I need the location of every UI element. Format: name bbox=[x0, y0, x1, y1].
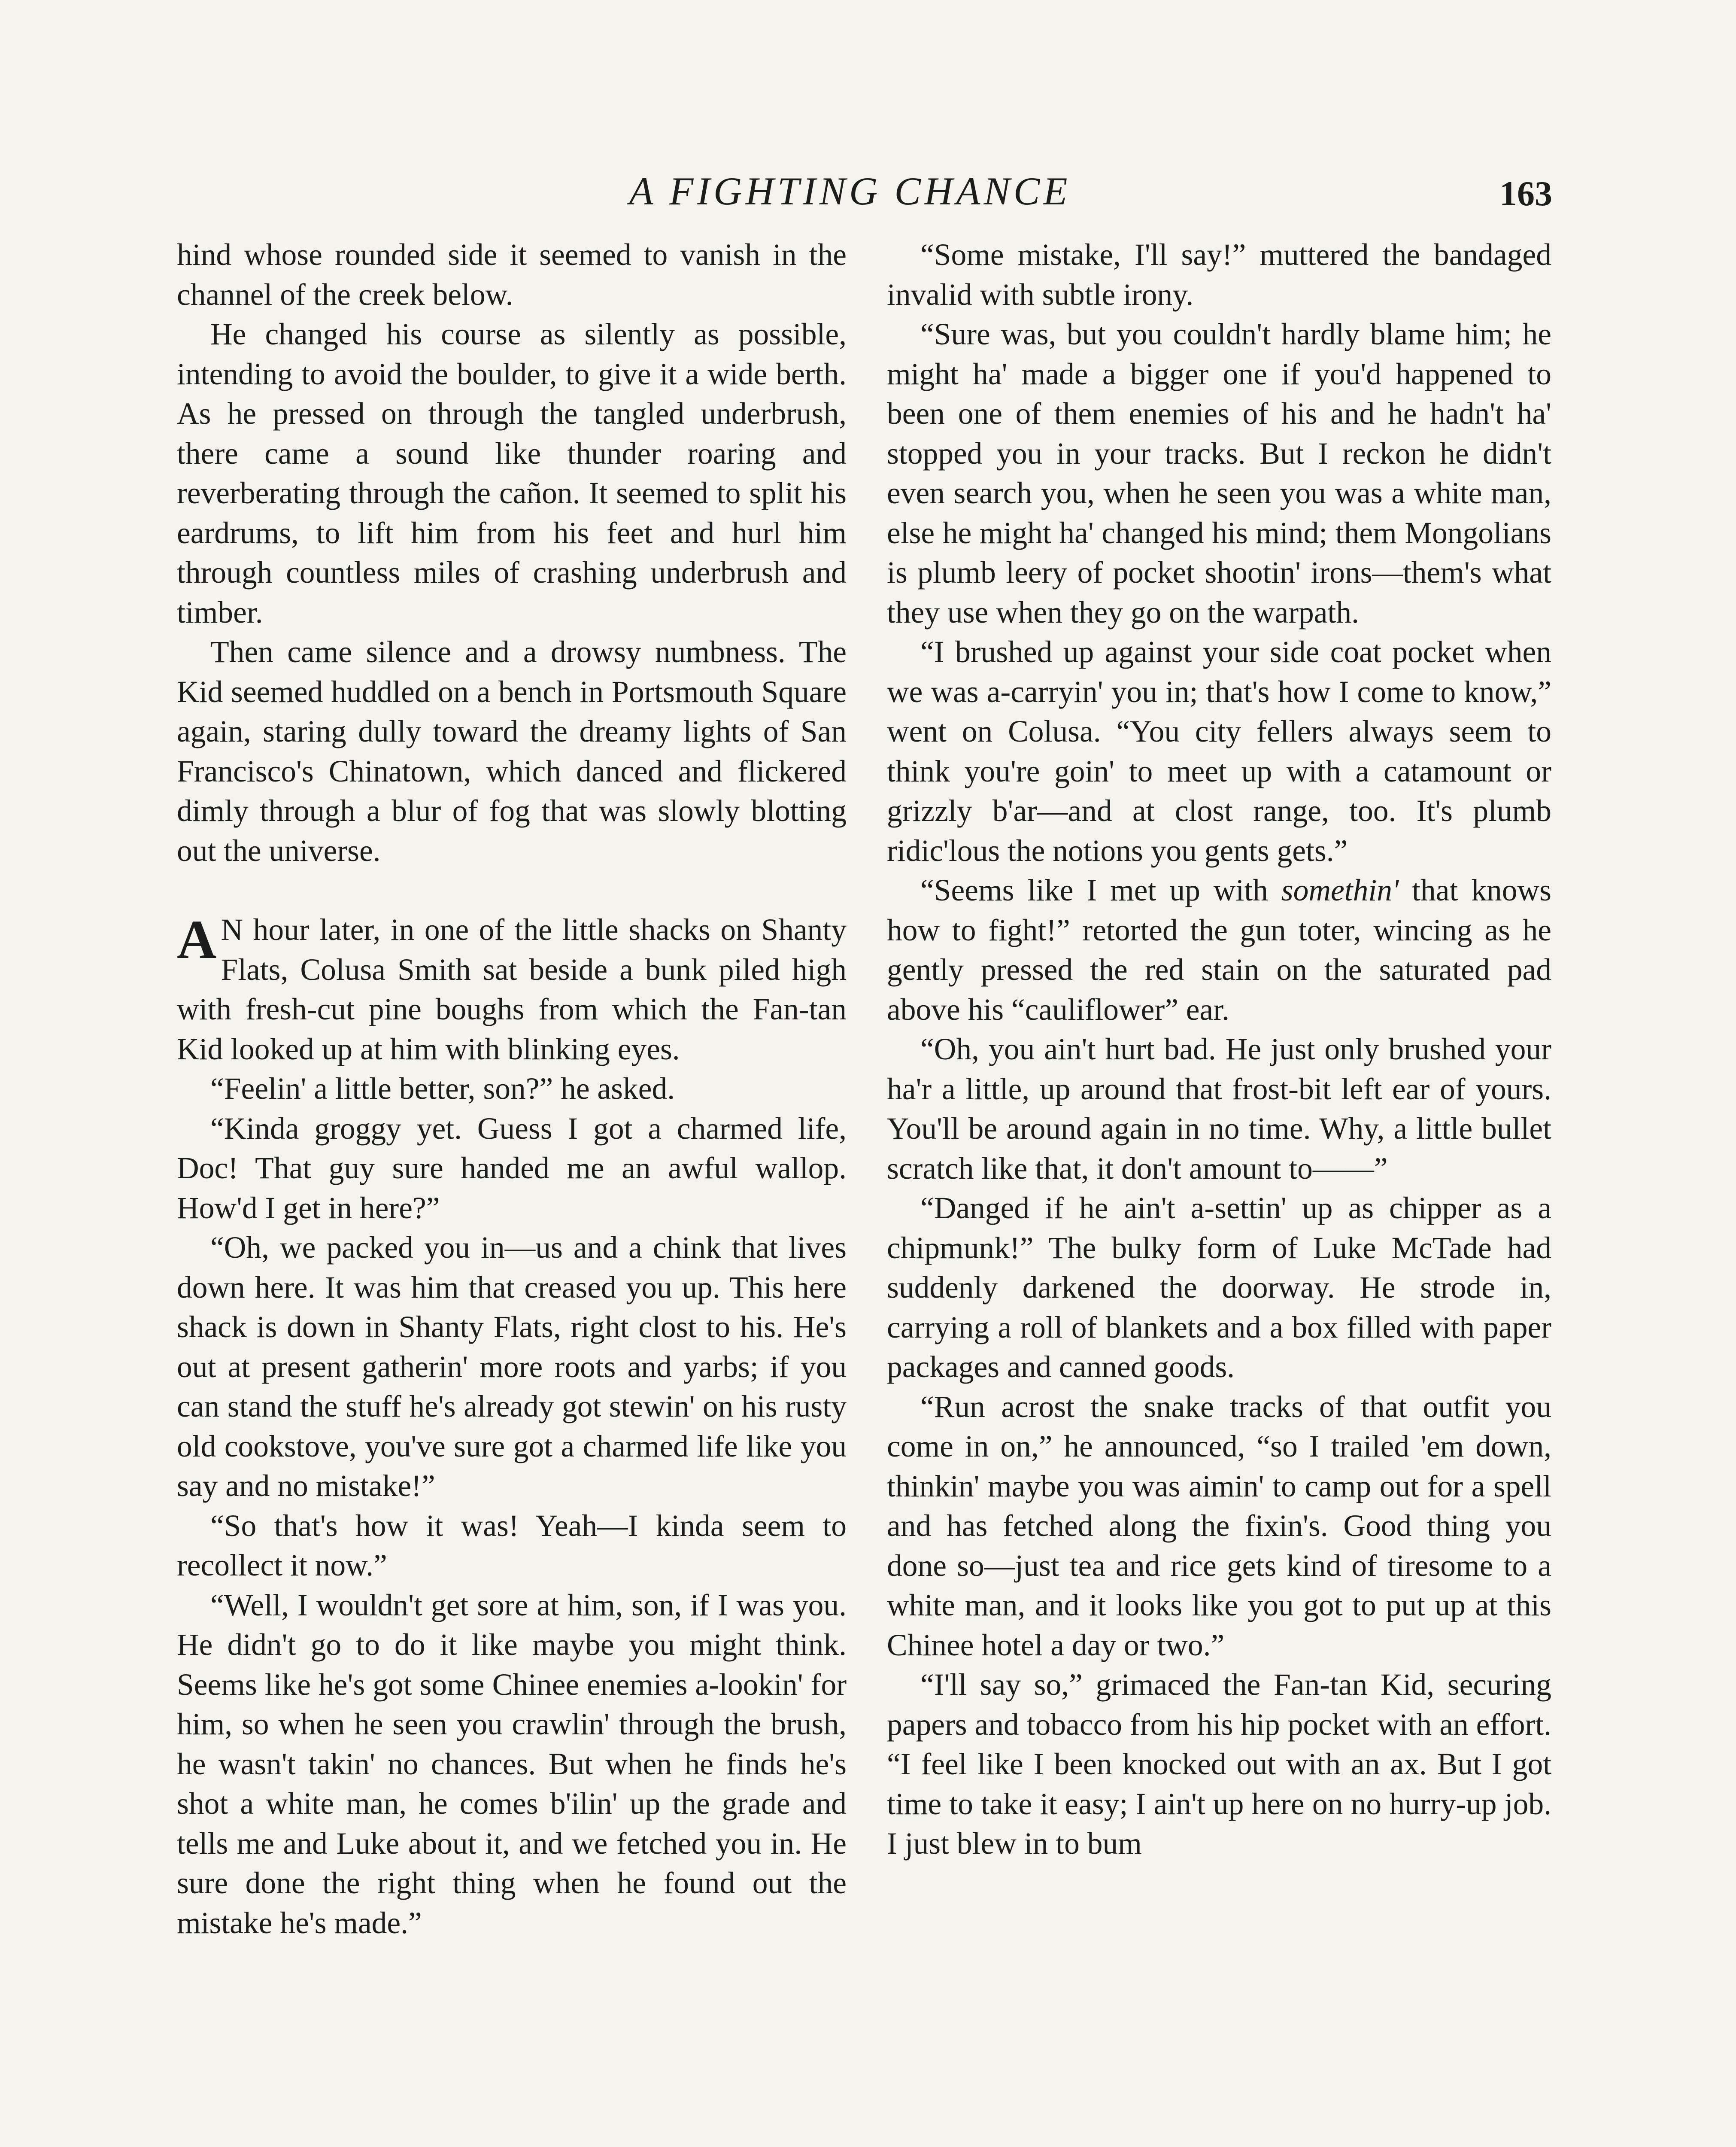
paragraph: “I'll say so,” grimaced the Fan-tan Kid, securing papers and tobacco from his hip pocket with an effort. “I feel like I been knocked out with an ax. But I got time to take it easy; I ain't up here on no hurry-up job. I just blew in to bum bbox=[887, 1668, 1551, 1861]
left-column bbox=[177, 235, 847, 1943]
paragraph: He changed his course as silently as possible, intending to avoid the boulder, to give it a wide berth. As he pressed on through the tangled underbrush, there came a sound like thunder roaring and reverberating through the cañon. It seemed to split his eardrums, to lift him from his feet and hurl him through countless miles of crashing underbrush and timber. bbox=[177, 317, 847, 630]
paragraph: “I brushed up against your side coat pocket when we was a-carryin' you in; that's how I come to know,” went on Colusa. “You city fellers always seem to think you're goin' to meet up with a catamount or grizzly b'ar—and at clost range, too. It's plumb ridic'lous the notions you gents gets.” bbox=[887, 635, 1551, 868]
paragraph: “Oh, we packed you in—us and a chink that lives down here. It was him that creased you up. This here shack is down in Shanty Flats, right clost to his. He's out at present gatherin' more roots and yarbs; if you can stand the stuff he's already got stewin' on his rusty old cookstove, you've sure got a charmed life like you say and no mistake!” bbox=[177, 1231, 847, 1503]
paragraph: “Well, I wouldn't get sore at him, son, if I was you. He didn't go to do it like maybe you might think. Seems like he's got some Chinee enemies a-lookin' for him, so when he seen you crawlin' through the brush, he wasn't takin' no chances. But when he finds he's shot a white man, he comes b'ilin' up the grade and tells me and Luke about it, and we fetched you in. He sure done the right thing when he found out the mistake he's made.” bbox=[177, 1588, 847, 1940]
paragraph: “Sure was, but you couldn't hardly blame him; he might ha' made a bigger one if you'd happened to been one of them enemies of his and he hadn't ha' stopped you in your tracks. But I reckon he didn't even search you, when he seen you was a white man, else he might ha' changed his mind; them Mongolians is plumb leery of pocket shootin' irons—them's what they use when they go on the warpath. bbox=[887, 317, 1551, 630]
paragraph: “Danged if he ain't a-settin' up as chipper as a chipmunk!” The bulky form of Luke McTade had suddenly darkened the doorway. He strode in, carrying a roll of blankets and a box filled with paper packages and canned goods. bbox=[887, 1191, 1551, 1384]
paragraph: “Kinda groggy yet. Guess I got a charmed life, Doc! That guy sure handed me an awful wallop. How'd I get in here?” bbox=[177, 1111, 847, 1225]
page-number: 163 bbox=[1499, 174, 1552, 213]
paragraph-text: “Seems like I met up with bbox=[920, 873, 1281, 907]
emphasis-text: somethin' bbox=[1281, 873, 1399, 907]
section-opening-paragraph bbox=[177, 910, 847, 1069]
paragraph: Then came silence and a drowsy numbness. The Kid seemed huddled on a bench in Portsmouth Square again, staring dully toward the dreamy lights of San Francisco's Chinatown, which danced and flickered dimly through a blur of fog that was slowly blotting out the universe. bbox=[177, 635, 847, 868]
paragraph: “Feelin' a little better, son?” he asked. bbox=[210, 1072, 675, 1106]
running-title: A FIGHTING CHANCE bbox=[629, 169, 1071, 213]
paragraph: hind whose rounded side it seemed to vanish in the channel of the creek below. bbox=[177, 238, 847, 312]
paragraph-text: that knows how to fight!” retorted the gun toter, wincing as he gently pressed the red stain on the saturated pad above his “cauliflower” ear. bbox=[887, 873, 1551, 1027]
paragraph bbox=[887, 871, 1551, 1030]
paragraph: “Run acrost the snake tracks of that outfit you come in on,” he announced, “so I trailed 'em down, thinkin' maybe you was aimin' to camp out for a spell and has fetched along the fixin's. Good thing you done so—just tea and rice gets kind of tiresome to a white man, and it looks like you got to put up at this Chinee hotel a day or two.” bbox=[887, 1390, 1551, 1662]
paragraph: “Some mistake, I'll say!” muttered the bandaged invalid with subtle irony. bbox=[887, 238, 1551, 312]
drop-cap: A bbox=[177, 909, 217, 970]
paragraph: “So that's how it was! Yeah—I kinda seem to recollect it now.” bbox=[177, 1508, 847, 1582]
page-header bbox=[0, 163, 1736, 223]
paragraph-text: N hour later, in one of the little shacks on Shanty Flats, Colusa Smith sat beside a bunk piled high with fresh-cut pine boughs from which the Fan-tan Kid looked up at him with blinking eyes. bbox=[177, 913, 847, 1066]
right-column bbox=[887, 235, 1551, 1864]
paragraph: “Oh, you ain't hurt bad. He just only brushed your ha'r a little, up around that frost-bit left ear of yours. You'll be around again in no time. Why, a little bullet scratch like that, it don't amount to——” bbox=[887, 1032, 1551, 1186]
